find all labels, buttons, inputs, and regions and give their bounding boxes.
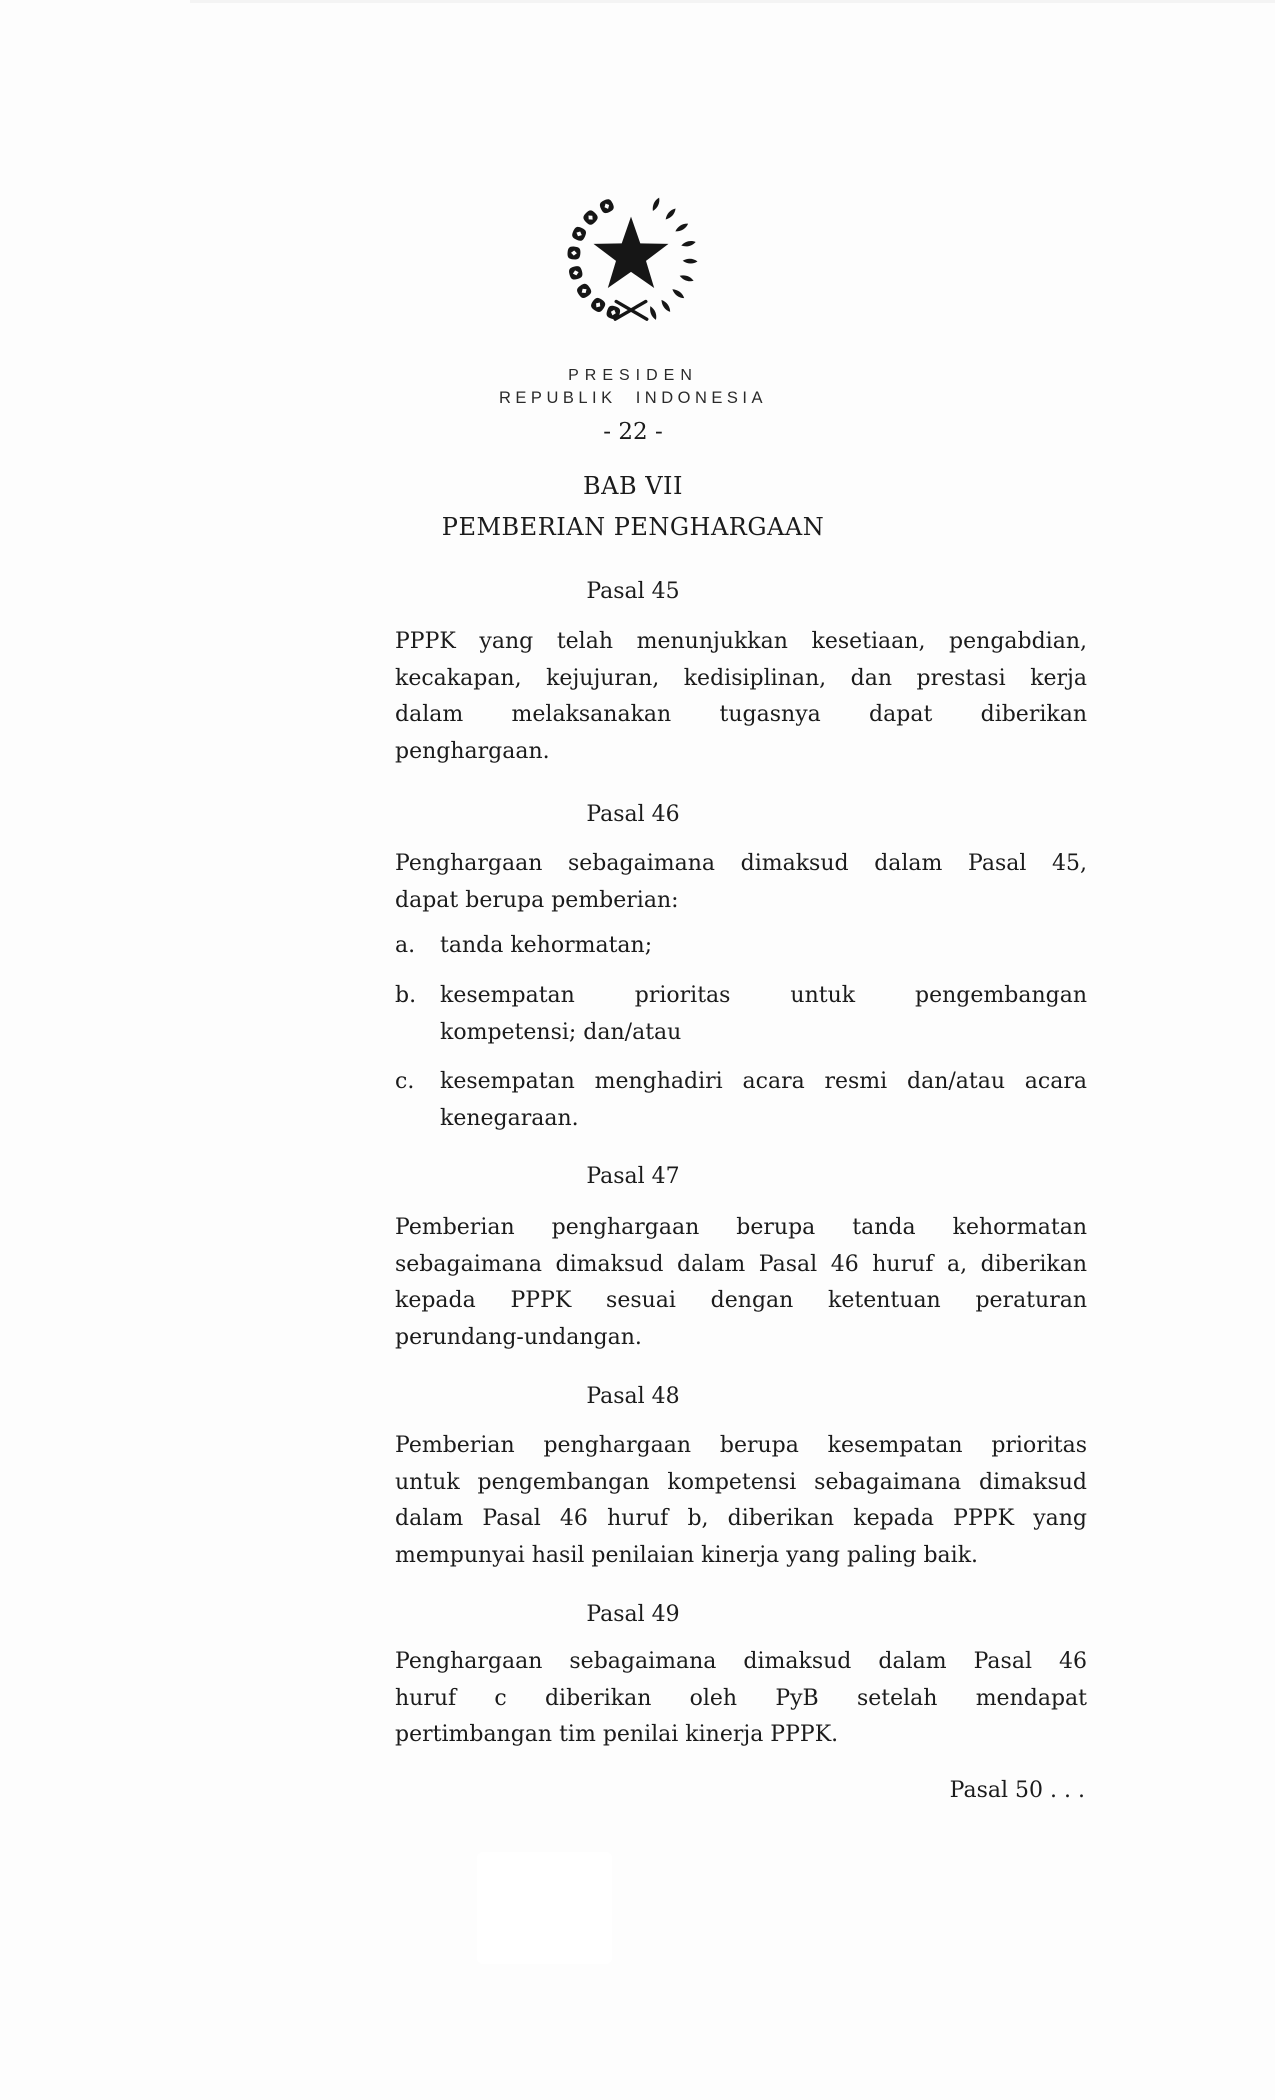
text-line: penghargaan.	[395, 738, 550, 764]
article-body-pasal-45	[395, 624, 1087, 770]
text-line: kesempatan menghadiri acara resmi dan/atau acara	[440, 1069, 1087, 1094]
page-number: - 22 -	[603, 419, 663, 445]
text-line: mempunyai hasil penilaian kinerja yang paling baik.	[395, 1542, 979, 1568]
text-line: perundang-undangan.	[395, 1324, 642, 1350]
text-line: Pemberian penghargaan berupa tanda kehormatan	[395, 1215, 1087, 1240]
text-line: dapat berupa pemberian:	[395, 887, 679, 913]
list-item-b	[395, 978, 1087, 1051]
list-marker: c.	[395, 1069, 415, 1094]
text-line: Penghargaan sebagaimana dimaksud dalam Pasal 46	[395, 1649, 1087, 1674]
chapter-title: PEMBERIAN PENGHARGAAN	[441, 513, 825, 541]
text-line: kesempatan prioritas untuk pengembangan	[440, 983, 1087, 1008]
text-line: Penghargaan sebagaimana dimaksud dalam Pasal 45,	[395, 851, 1087, 876]
letterhead-republik-indonesia: REPUBLIK INDONESIA	[499, 389, 767, 407]
continuation-note: Pasal 50 . . .	[949, 1778, 1085, 1803]
text-line: kecakapan, kejujuran, kedisiplinan, dan prestasi kerja	[395, 665, 1087, 691]
article-heading-pasal-48: Pasal 48	[586, 1384, 680, 1409]
list-marker: b.	[395, 983, 417, 1008]
text-line: kepada PPPK sesuai dengan ketentuan peraturan	[395, 1288, 1087, 1314]
text-line: untuk pengembangan kompetensi sebagaimana dimaksud	[395, 1469, 1087, 1495]
chapter-label: BAB VII	[582, 472, 684, 500]
text-line: dalam Pasal 46 huruf b, diberikan kepada PPPK yang	[395, 1506, 1087, 1532]
text-line: pertimbangan tim penilai kinerja PPPK.	[395, 1722, 839, 1748]
list-item-c	[395, 1064, 1087, 1137]
article-heading-pasal-49: Pasal 49	[586, 1602, 680, 1627]
article-heading-pasal-45: Pasal 45	[586, 579, 680, 604]
text-line: PPPK yang telah menunjukkan kesetiaan, pengabdian,	[395, 629, 1087, 654]
text-line: huruf c diberikan oleh PyB setelah mendapat	[395, 1685, 1087, 1711]
article-body-pasal-49	[395, 1644, 1087, 1754]
text-line: dalam melaksanakan tugasnya dapat diberikan	[395, 702, 1087, 728]
text-line: sebagaimana dimaksud dalam Pasal 46 huruf a, diberikan	[395, 1251, 1087, 1277]
letterhead-presiden: PRESIDEN	[568, 367, 698, 384]
list-marker: a.	[395, 933, 416, 958]
article-body-pasal-46	[395, 846, 1087, 919]
star-wreath-emblem-icon	[557, 186, 705, 336]
scan-edge-artifact	[190, 0, 1275, 3]
text-line: kenegaraan.	[440, 1105, 579, 1131]
article-body-pasal-47	[395, 1210, 1087, 1356]
article-heading-pasal-46: Pasal 46	[586, 802, 680, 827]
scan-patch-artifact	[477, 1852, 612, 1964]
article-body-pasal-48	[395, 1428, 1087, 1574]
text-line: Pemberian penghargaan berupa kesempatan prioritas	[395, 1433, 1087, 1458]
text-line: kompetensi; dan/atau	[440, 1019, 682, 1045]
text-line: tanda kehormatan;	[440, 933, 653, 958]
list-item-a	[395, 928, 1087, 965]
article-heading-pasal-47: Pasal 47	[586, 1164, 680, 1189]
